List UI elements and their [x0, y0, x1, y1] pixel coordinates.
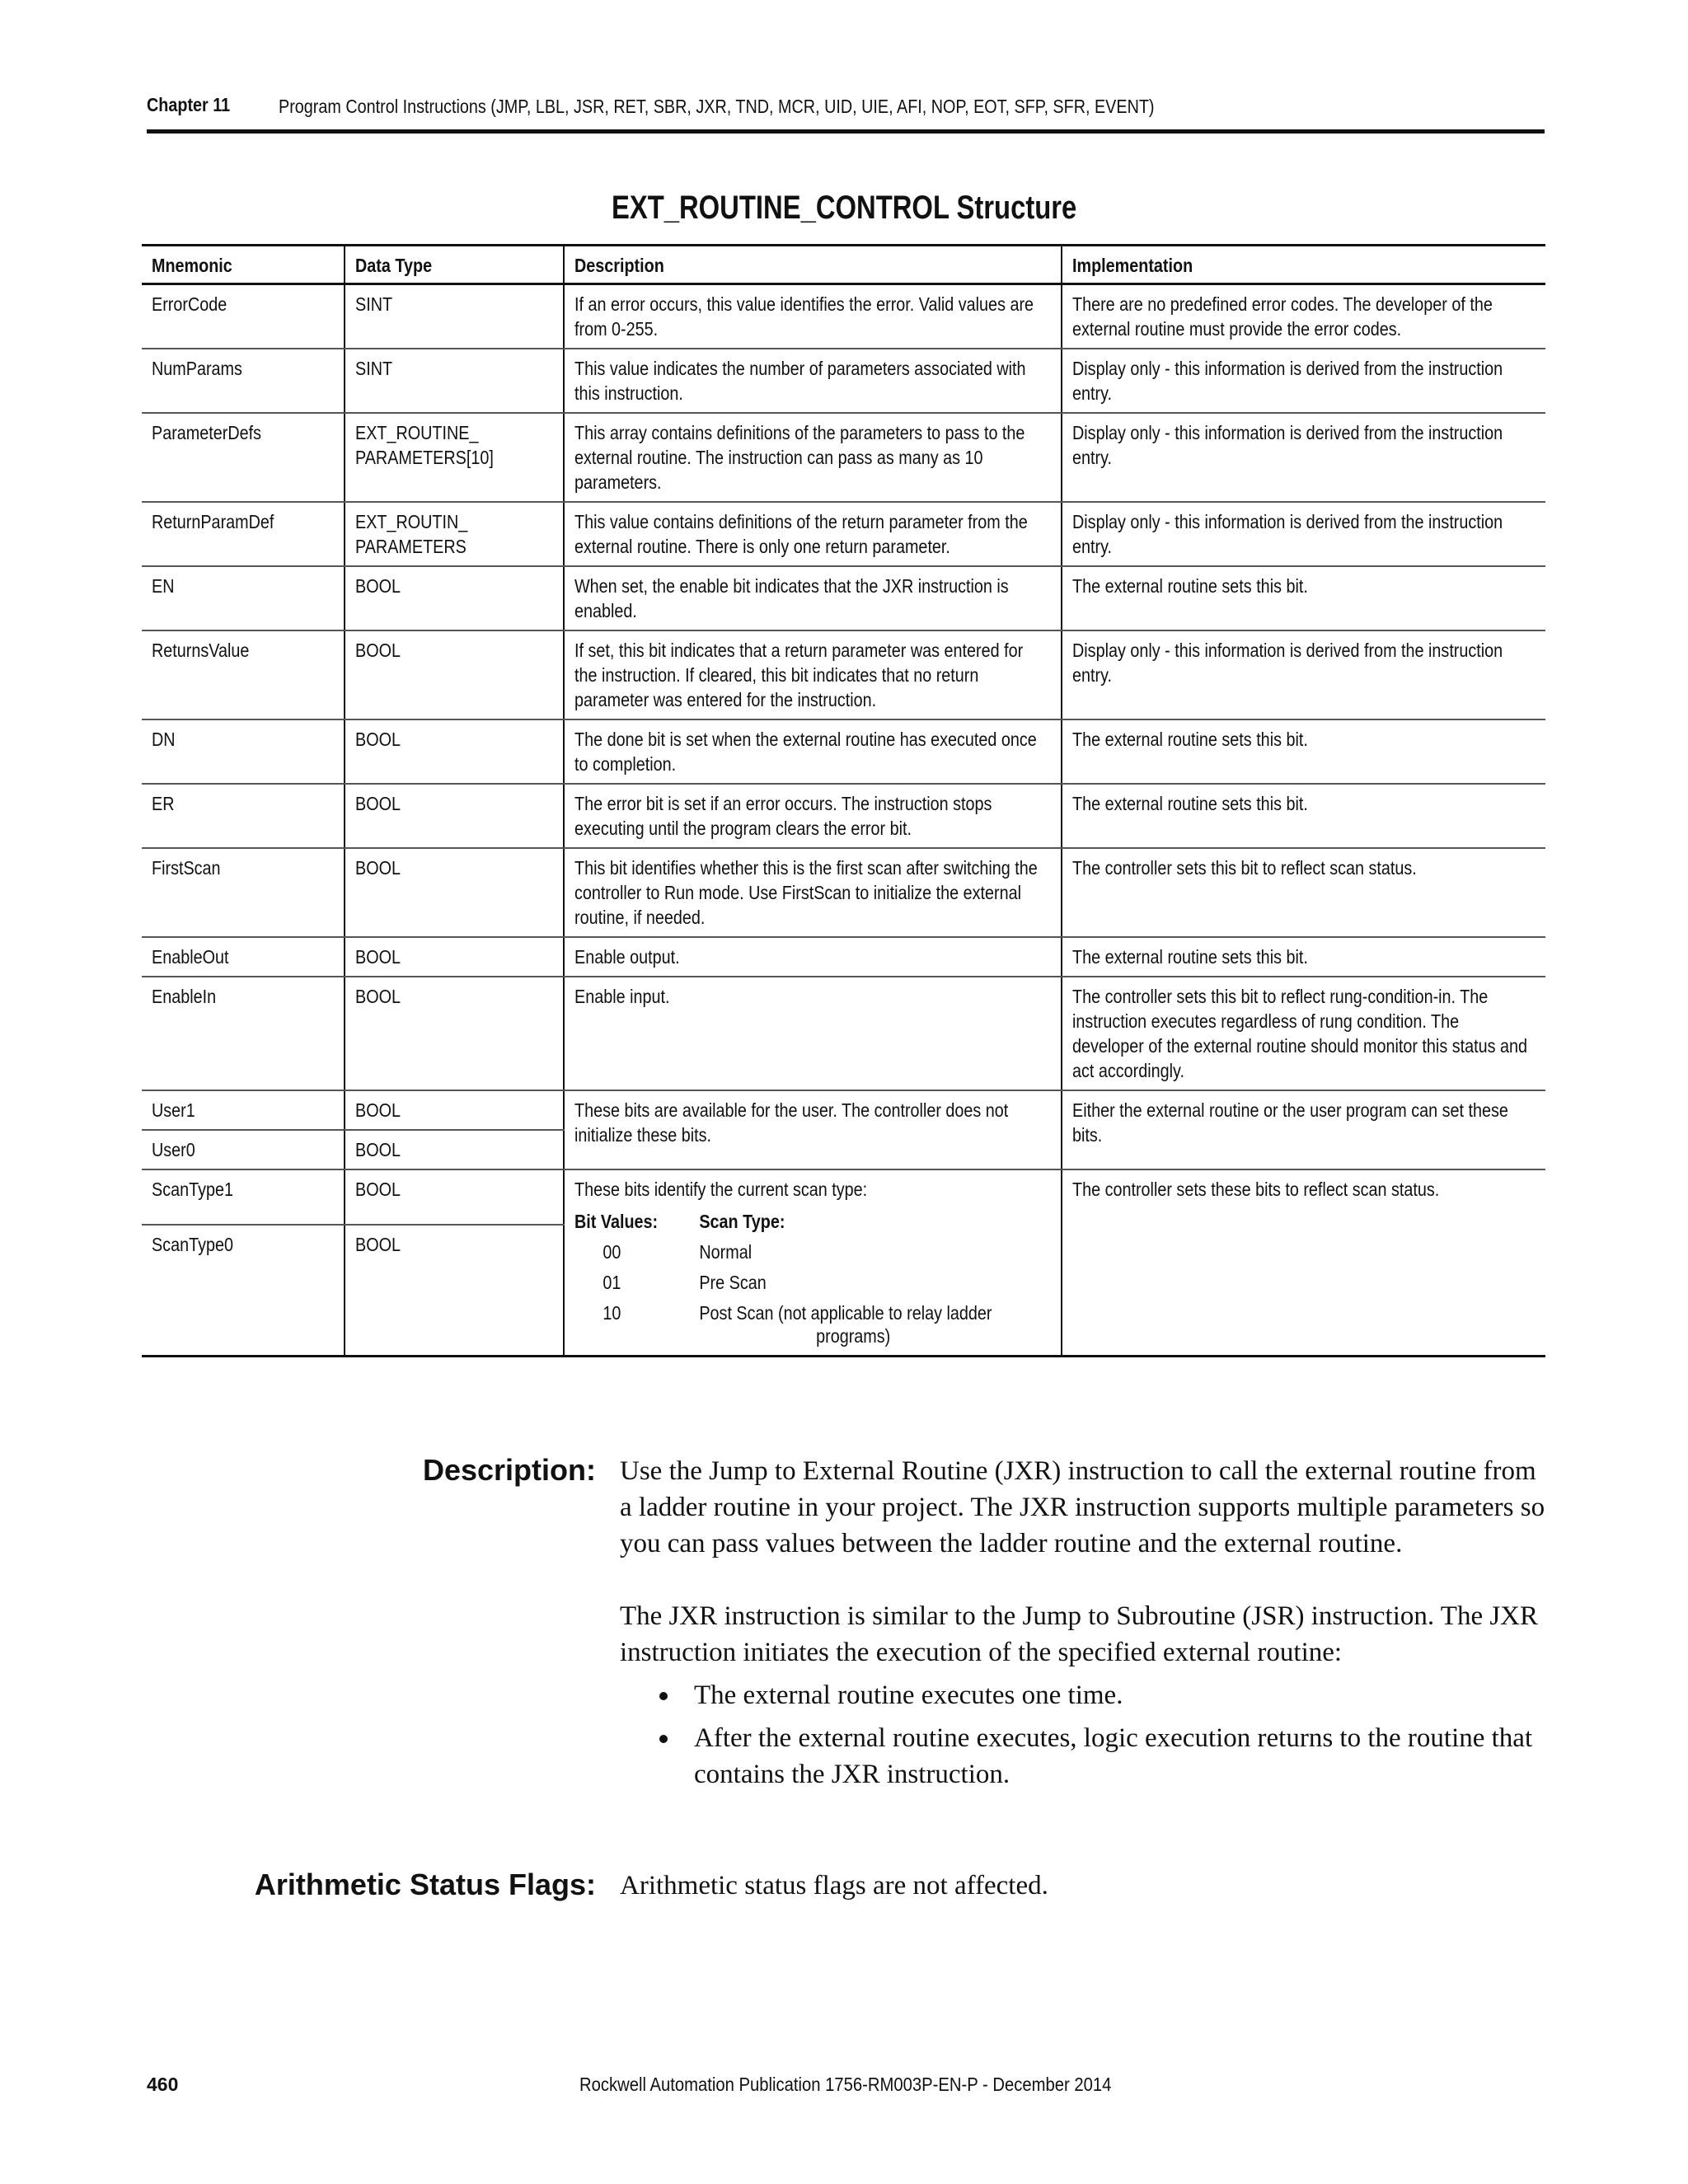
bit-value-row: 10 Post Scan (not applicable to relay ladder — [603, 1302, 992, 1324]
implementation-cell: Display only - this information is derived from the instruction entry. — [1062, 349, 1545, 413]
table-row — [142, 284, 1545, 349]
page-header — [147, 92, 1545, 134]
mnemonic-cell: NumParams — [142, 349, 345, 413]
data-type-cell: BOOL — [345, 1130, 564, 1169]
data-type-cell: BOOL — [345, 1090, 564, 1130]
chapter-label: Chapter 11 — [147, 94, 231, 115]
data-type-cell: BOOL — [345, 784, 564, 848]
data-type-cell: EXT_ROUTINE_ PARAMETERS[10] — [345, 413, 564, 502]
data-type-cell: SINT — [345, 284, 564, 349]
bullet-icon — [659, 1735, 668, 1743]
column-header: Implementation — [1062, 246, 1545, 284]
implementation-cell: The controller sets this bit to reflect rung-condition-in. The instruction executes regardless of rung condition. The developer of the external routine should monitor this status and act accordingly. — [1062, 977, 1545, 1090]
column-header: Mnemonic — [142, 246, 345, 284]
implementation-cell: The controller sets this bit to reflect scan status. — [1062, 848, 1545, 937]
mnemonic-cell: ER — [142, 784, 345, 848]
table-row — [142, 719, 1545, 784]
implementation-cell: The external routine sets this bit. — [1062, 566, 1545, 630]
mnemonic-cell: ParameterDefs — [142, 413, 345, 502]
implementation-cell: Display only - this information is derived from the instruction entry. — [1062, 502, 1545, 566]
description-cell: If an error occurs, this value identifies the error. Valid values are from 0-255. — [564, 284, 1062, 349]
mnemonic-cell: EnableIn — [142, 977, 345, 1090]
table-header-row — [142, 246, 1545, 284]
description-cell: The error bit is set if an error occurs. The instruction stops executing until the program clears the error bit. — [564, 784, 1062, 848]
description-cell: If set, this bit indicates that a return parameter was entered for the instruction. If cleared, this bit indicates that no return parameter was entered for the instruction. — [564, 630, 1062, 719]
mnemonic-cell: ReturnParamDef — [142, 502, 345, 566]
data-type-cell: BOOL — [345, 630, 564, 719]
description-paragraph: The JXR instruction is similar to the Jump to Subroutine (JSR) instruction. The JXR instruction initiates the execution of the specified external routine: — [620, 1601, 1539, 1667]
chapter-title: Program Control Instructions (JMP, LBL, JSR, RET, SBR, JXR, TND, MCR, UID, UIE, AFI, NOP, EOT, SFP, SFR, EVENT) — [279, 96, 1155, 117]
table-row — [142, 566, 1545, 630]
column-header: Description — [564, 246, 1062, 284]
bullet-item: The external routine executes one time. — [659, 1677, 1547, 1713]
implementation-cell: There are no predefined error codes. The developer of the external routine must provide the error codes. — [1062, 284, 1545, 349]
description-cell: This array contains definitions of the parameters to pass to the external routine. The instruction can pass as many as 10 parameters. — [564, 413, 1062, 502]
mnemonic-cell: User0 — [142, 1130, 345, 1169]
implementation-cell: Either the external routine or the user program can set these bits. — [1062, 1090, 1545, 1169]
description-label: Description: — [422, 1453, 596, 1487]
mnemonic-cell: DN — [142, 719, 345, 784]
implementation-cell: The external routine sets this bit. — [1062, 784, 1545, 848]
bit-value-row: 01 Pre Scan — [603, 1272, 767, 1293]
table-row — [142, 784, 1545, 848]
implementation-cell: The external routine sets this bit. — [1062, 719, 1545, 784]
description-body — [620, 1453, 1547, 1799]
table-row — [142, 1090, 1545, 1130]
table-row — [142, 349, 1545, 413]
implementation-cell: Display only - this information is derived from the instruction entry. — [1062, 630, 1545, 719]
implementation-cell: Display only - this information is derived from the instruction entry. — [1062, 413, 1545, 502]
bullet-item: After the external routine executes, logic execution returns to the routine that contains the JXR instruction. — [659, 1720, 1547, 1793]
data-type-cell: BOOL — [345, 1225, 564, 1357]
table-row — [142, 413, 1545, 502]
description-cell: These bits identify the current scan type: Bit Values: Scan Type: 00 Normal 01 Pre Scan 10 Post Scan (not applicable to relay ladder programs) — [564, 1169, 1062, 1357]
table-row — [142, 937, 1545, 977]
data-type-cell: BOOL — [345, 937, 564, 977]
mnemonic-cell: ErrorCode — [142, 284, 345, 349]
bullet-icon — [659, 1692, 668, 1700]
data-type-cell: SINT — [345, 349, 564, 413]
mnemonic-cell: FirstScan — [142, 848, 345, 937]
data-type-cell: BOOL — [345, 977, 564, 1090]
mnemonic-cell: EN — [142, 566, 345, 630]
table-row — [142, 502, 1545, 566]
description-cell: Enable input. — [564, 977, 1062, 1090]
description-cell: This value indicates the number of parameters associated with this instruction. — [564, 349, 1062, 413]
implementation-cell: The controller sets these bits to reflect scan status. — [1062, 1169, 1545, 1357]
description-cell: When set, the enable bit indicates that the JXR instruction is enabled. — [564, 566, 1062, 630]
structure-table — [142, 244, 1545, 1357]
table-title: EXT_ROUTINE_CONTROL Structure — [611, 190, 1077, 226]
data-type-cell: BOOL — [345, 1169, 564, 1225]
description-cell: Enable output. — [564, 937, 1062, 977]
mnemonic-cell: User1 — [142, 1090, 345, 1130]
implementation-cell: The external routine sets this bit. — [1062, 937, 1545, 977]
bit-values-list: Bit Values: Scan Type: 00 Normal 01 Pre Scan 10 Post Scan (not applicable to relay ladder programs) — [574, 1207, 1050, 1348]
column-header: Data Type — [345, 246, 564, 284]
mnemonic-cell: ReturnsValue — [142, 630, 345, 719]
description-cell: This value contains definitions of the return parameter from the external routine. There is only one return parameter. — [564, 502, 1062, 566]
description-cell: These bits are available for the user. The controller does not initialize these bits. — [564, 1090, 1062, 1169]
data-type-cell: BOOL — [345, 719, 564, 784]
table-row — [142, 848, 1545, 937]
arithmetic-body: Arithmetic status flags are not affected. — [620, 1871, 1048, 1900]
arithmetic-label: Arithmetic Status Flags: — [254, 1868, 596, 1901]
table-row — [142, 1169, 1545, 1225]
page-number: 460 — [147, 2074, 179, 2095]
description-cell: This bit identifies whether this is the first scan after switching the controller to Run mode. Use FirstScan to initialize the external routine, if needed. — [564, 848, 1062, 937]
description-cell: The done bit is set when the external routine has executed once to completion. — [564, 719, 1062, 784]
mnemonic-cell: EnableOut — [142, 937, 345, 977]
bit-value-row: 00 Normal — [603, 1241, 753, 1263]
data-type-cell: BOOL — [345, 848, 564, 937]
description-paragraph: Use the Jump to External Routine (JXR) instruction to call the external routine from a ladder routine in your project. The JXR instruction supports multiple parameters so you can pass values between the ladder routine and the external routine. — [620, 1456, 1545, 1558]
table-row — [142, 977, 1545, 1090]
publication-info: Rockwell Automation Publication 1756-RM003P-EN-P - December 2014 — [579, 2074, 1112, 2095]
data-type-cell: BOOL — [345, 566, 564, 630]
description-bullets — [659, 1677, 1547, 1793]
mnemonic-cell: ScanType1 — [142, 1169, 345, 1225]
mnemonic-cell: ScanType0 — [142, 1225, 345, 1357]
table-row — [142, 630, 1545, 719]
data-type-cell: EXT_ROUTIN_ PARAMETERS — [345, 502, 564, 566]
